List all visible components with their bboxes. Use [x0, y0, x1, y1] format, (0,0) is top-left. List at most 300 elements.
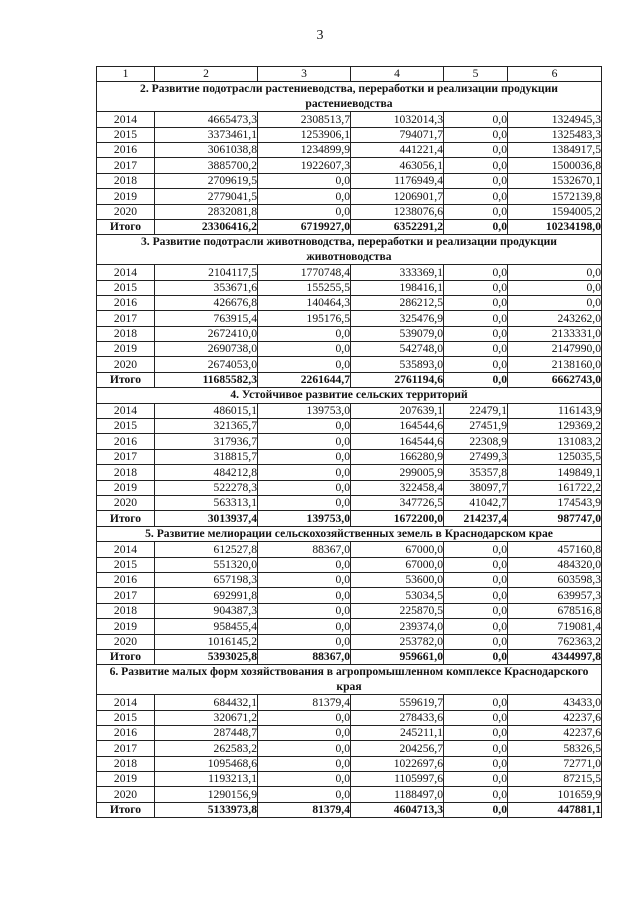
amount-cell: 0,0: [444, 710, 508, 725]
amount-cell: 2104117,5: [155, 265, 258, 280]
total-label: Итого: [97, 649, 155, 664]
amount-cell: 0,0: [258, 557, 351, 572]
amount-cell: 0,0: [444, 342, 508, 357]
amount-cell: 239374,0: [351, 619, 444, 634]
amount-cell: 1324945,3: [508, 112, 602, 127]
amount-cell: 161722,2: [508, 480, 602, 495]
column-number-cell: 2: [155, 67, 258, 82]
year-cell: 2014: [97, 112, 155, 127]
total-label: Итого: [97, 219, 155, 234]
year-cell: 2019: [97, 342, 155, 357]
year-cell: 2016: [97, 142, 155, 157]
amount-cell: 0,0: [444, 127, 508, 142]
amount-cell: 0,0: [258, 725, 351, 740]
amount-cell: 1922607,3: [258, 158, 351, 173]
amount-cell: 2672410,0: [155, 326, 258, 341]
amount-cell: 426676,8: [155, 295, 258, 310]
amount-cell: 0,0: [258, 619, 351, 634]
amount-cell: 0,0: [258, 465, 351, 480]
amount-cell: 0,0: [258, 449, 351, 464]
amount-cell: 1095468,6: [155, 756, 258, 771]
column-number-cell: 1: [97, 67, 155, 82]
year-cell: 2020: [97, 357, 155, 372]
year-cell: 2018: [97, 326, 155, 341]
year-cell: 2017: [97, 158, 155, 173]
amount-cell: 2832081,8: [155, 204, 258, 219]
year-cell: 2016: [97, 434, 155, 449]
amount-cell: 53600,0: [351, 572, 444, 587]
section-title-row: [97, 82, 602, 112]
amount-cell: 1176949,4: [351, 173, 444, 188]
year-row: [97, 189, 602, 204]
year-cell: 2020: [97, 496, 155, 511]
amount-cell: 139753,0: [258, 403, 351, 418]
amount-cell: 612527,8: [155, 542, 258, 557]
total-row: [97, 802, 602, 817]
amount-cell: 441221,4: [351, 142, 444, 157]
amount-cell: 3061038,8: [155, 142, 258, 157]
total-amount-cell: 10234198,0: [508, 219, 602, 234]
amount-cell: 0,0: [508, 295, 602, 310]
year-cell: 2019: [97, 189, 155, 204]
amount-cell: 1770748,4: [258, 265, 351, 280]
amount-cell: 0,0: [444, 295, 508, 310]
amount-cell: 639957,3: [508, 588, 602, 603]
total-amount-cell: 0,0: [444, 649, 508, 664]
year-cell: 2020: [97, 634, 155, 649]
amount-cell: 2709619,5: [155, 173, 258, 188]
amount-cell: 0,0: [258, 419, 351, 434]
total-amount-cell: 11685582,3: [155, 372, 258, 387]
amount-cell: 317936,7: [155, 434, 258, 449]
amount-cell: 0,0: [444, 787, 508, 802]
year-cell: 2016: [97, 725, 155, 740]
total-amount-cell: 0,0: [444, 802, 508, 817]
amount-cell: 321365,7: [155, 419, 258, 434]
year-cell: 2018: [97, 603, 155, 618]
year-row: [97, 756, 602, 771]
year-row: [97, 480, 602, 495]
amount-cell: 204256,7: [351, 741, 444, 756]
year-cell: 2014: [97, 542, 155, 557]
amount-cell: 0,0: [258, 772, 351, 787]
amount-cell: 0,0: [444, 772, 508, 787]
year-row: [97, 158, 602, 173]
amount-cell: 0,0: [444, 265, 508, 280]
amount-cell: 3373461,1: [155, 127, 258, 142]
amount-cell: 559619,7: [351, 695, 444, 710]
amount-cell: 67000,0: [351, 557, 444, 572]
year-row: [97, 326, 602, 341]
year-row: [97, 572, 602, 587]
year-row: [97, 112, 602, 127]
page-number: 3: [316, 28, 324, 43]
amount-cell: 1032014,3: [351, 112, 444, 127]
amount-cell: 333369,1: [351, 265, 444, 280]
year-cell: 2015: [97, 280, 155, 295]
amount-cell: 0,0: [444, 112, 508, 127]
amount-cell: 457160,8: [508, 542, 602, 557]
amount-cell: 1234899,9: [258, 142, 351, 157]
year-row: [97, 311, 602, 326]
total-amount-cell: 0,0: [444, 219, 508, 234]
amount-cell: 42237,6: [508, 710, 602, 725]
budget-table: [96, 66, 602, 818]
amount-cell: 353671,6: [155, 280, 258, 295]
section-title: 3. Развитие подотрасли животноводства, переработки и реализации продукции животноводства: [97, 235, 602, 265]
year-row: [97, 173, 602, 188]
amount-cell: 149849,1: [508, 465, 602, 480]
amount-cell: 286212,5: [351, 295, 444, 310]
year-row: [97, 787, 602, 802]
amount-cell: 0,0: [258, 741, 351, 756]
amount-cell: 43433,0: [508, 695, 602, 710]
amount-cell: 164544,6: [351, 419, 444, 434]
column-number-row: [97, 67, 602, 82]
year-cell: 2014: [97, 695, 155, 710]
year-row: [97, 710, 602, 725]
amount-cell: 0,0: [444, 756, 508, 771]
amount-cell: 22308,9: [444, 434, 508, 449]
column-number-cell: 3: [258, 67, 351, 82]
amount-cell: 1238076,6: [351, 204, 444, 219]
total-row: [97, 511, 602, 526]
year-cell: 2020: [97, 787, 155, 802]
year-row: [97, 419, 602, 434]
amount-cell: 140464,3: [258, 295, 351, 310]
column-number-cell: 6: [508, 67, 602, 82]
amount-cell: 0,0: [258, 572, 351, 587]
amount-cell: 116143,9: [508, 403, 602, 418]
total-amount-cell: 5393025,8: [155, 649, 258, 664]
year-cell: 2018: [97, 173, 155, 188]
column-number-cell: 5: [444, 67, 508, 82]
amount-cell: 0,0: [258, 496, 351, 511]
amount-cell: 2308513,7: [258, 112, 351, 127]
amount-cell: 535893,0: [351, 357, 444, 372]
year-row: [97, 449, 602, 464]
total-label: Итого: [97, 511, 155, 526]
section-title: 5. Развитие мелиорации сельскохозяйственных земель в Краснодарском крае: [97, 526, 602, 541]
year-cell: 2019: [97, 619, 155, 634]
year-row: [97, 142, 602, 157]
amount-cell: 195176,5: [258, 311, 351, 326]
total-amount-cell: 23306416,2: [155, 219, 258, 234]
year-row: [97, 434, 602, 449]
year-row: [97, 342, 602, 357]
amount-cell: 0,0: [444, 542, 508, 557]
amount-cell: 0,0: [444, 158, 508, 173]
amount-cell: 0,0: [444, 695, 508, 710]
amount-cell: 0,0: [258, 173, 351, 188]
amount-cell: 42237,6: [508, 725, 602, 740]
section-title-row: [97, 665, 602, 695]
section-title: 4. Устойчивое развитие сельских территорий: [97, 388, 602, 403]
year-row: [97, 725, 602, 740]
amount-cell: 484320,0: [508, 557, 602, 572]
year-row: [97, 127, 602, 142]
year-row: [97, 403, 602, 418]
amount-cell: 2690738,0: [155, 342, 258, 357]
amount-cell: 318815,7: [155, 449, 258, 464]
total-label: Итого: [97, 372, 155, 387]
year-cell: 2017: [97, 449, 155, 464]
year-row: [97, 465, 602, 480]
amount-cell: 155255,5: [258, 280, 351, 295]
year-row: [97, 295, 602, 310]
amount-cell: 1325483,3: [508, 127, 602, 142]
amount-cell: 484212,8: [155, 465, 258, 480]
amount-cell: 958455,4: [155, 619, 258, 634]
year-cell: 2016: [97, 295, 155, 310]
total-amount-cell: 987747,0: [508, 511, 602, 526]
amount-cell: 38097,7: [444, 480, 508, 495]
amount-cell: 0,0: [444, 311, 508, 326]
amount-cell: 0,0: [258, 189, 351, 204]
amount-cell: 198416,1: [351, 280, 444, 295]
total-amount-cell: 959661,0: [351, 649, 444, 664]
amount-cell: 243262,0: [508, 311, 602, 326]
amount-cell: 0,0: [258, 710, 351, 725]
amount-cell: 278433,6: [351, 710, 444, 725]
amount-cell: 0,0: [444, 603, 508, 618]
year-row: [97, 357, 602, 372]
year-cell: 2014: [97, 403, 155, 418]
amount-cell: 603598,3: [508, 572, 602, 587]
amount-cell: 678516,8: [508, 603, 602, 618]
amount-cell: 325476,9: [351, 311, 444, 326]
amount-cell: 262583,2: [155, 741, 258, 756]
amount-cell: 0,0: [444, 741, 508, 756]
column-number-cell: 4: [351, 67, 444, 82]
year-row: [97, 542, 602, 557]
year-row: [97, 619, 602, 634]
amount-cell: 763915,4: [155, 311, 258, 326]
amount-cell: 27499,3: [444, 449, 508, 464]
year-cell: 2017: [97, 311, 155, 326]
amount-cell: 35357,8: [444, 465, 508, 480]
amount-cell: 563313,1: [155, 496, 258, 511]
amount-cell: 0,0: [444, 189, 508, 204]
amount-cell: 1188497,0: [351, 787, 444, 802]
total-amount-cell: 139753,0: [258, 511, 351, 526]
year-cell: 2015: [97, 710, 155, 725]
amount-cell: 164544,6: [351, 434, 444, 449]
amount-cell: 719081,4: [508, 619, 602, 634]
amount-cell: 1022697,6: [351, 756, 444, 771]
amount-cell: 1206901,7: [351, 189, 444, 204]
amount-cell: 0,0: [444, 357, 508, 372]
amount-cell: 287448,7: [155, 725, 258, 740]
amount-cell: 129369,2: [508, 419, 602, 434]
total-amount-cell: 4604713,3: [351, 802, 444, 817]
amount-cell: 166280,9: [351, 449, 444, 464]
amount-cell: 253782,0: [351, 634, 444, 649]
amount-cell: 320671,2: [155, 710, 258, 725]
amount-cell: 1532670,1: [508, 173, 602, 188]
amount-cell: 4665473,3: [155, 112, 258, 127]
total-amount-cell: 5133973,8: [155, 802, 258, 817]
total-row: [97, 219, 602, 234]
amount-cell: 0,0: [444, 142, 508, 157]
amount-cell: 88367,0: [258, 542, 351, 557]
total-label: Итого: [97, 802, 155, 817]
amount-cell: 0,0: [258, 434, 351, 449]
year-cell: 2016: [97, 572, 155, 587]
amount-cell: 3885700,2: [155, 158, 258, 173]
amount-cell: 0,0: [444, 280, 508, 295]
amount-cell: 1016145,2: [155, 634, 258, 649]
amount-cell: 0,0: [258, 204, 351, 219]
amount-cell: 794071,7: [351, 127, 444, 142]
year-row: [97, 772, 602, 787]
amount-cell: 131083,2: [508, 434, 602, 449]
amount-cell: 125035,5: [508, 449, 602, 464]
amount-cell: 41042,7: [444, 496, 508, 511]
amount-cell: 2147990,0: [508, 342, 602, 357]
amount-cell: 0,0: [258, 634, 351, 649]
amount-cell: 0,0: [444, 725, 508, 740]
amount-cell: 0,0: [258, 603, 351, 618]
total-amount-cell: 2761194,6: [351, 372, 444, 387]
amount-cell: 522278,3: [155, 480, 258, 495]
year-row: [97, 741, 602, 756]
amount-cell: 72771,0: [508, 756, 602, 771]
year-row: [97, 588, 602, 603]
total-amount-cell: 3013937,4: [155, 511, 258, 526]
amount-cell: 22479,1: [444, 403, 508, 418]
amount-cell: 0,0: [444, 588, 508, 603]
amount-cell: 2674053,0: [155, 357, 258, 372]
amount-cell: 0,0: [444, 173, 508, 188]
amount-cell: 1253906,1: [258, 127, 351, 142]
year-cell: 2017: [97, 588, 155, 603]
amount-cell: 0,0: [508, 265, 602, 280]
amount-cell: 2138160,0: [508, 357, 602, 372]
amount-cell: 0,0: [444, 634, 508, 649]
amount-cell: 27451,9: [444, 419, 508, 434]
year-row: [97, 603, 602, 618]
amount-cell: 551320,0: [155, 557, 258, 572]
section-title: 2. Развитие подотрасли растениеводства, переработки и реализации продукции растениеводства: [97, 82, 602, 112]
amount-cell: 1105997,6: [351, 772, 444, 787]
amount-cell: 1500036,8: [508, 158, 602, 173]
section-title-row: [97, 526, 602, 541]
year-cell: 2018: [97, 465, 155, 480]
amount-cell: 101659,9: [508, 787, 602, 802]
amount-cell: 0,0: [444, 557, 508, 572]
amount-cell: 684432,1: [155, 695, 258, 710]
amount-cell: 81379,4: [258, 695, 351, 710]
year-row: [97, 496, 602, 511]
amount-cell: 58326,5: [508, 741, 602, 756]
amount-cell: 0,0: [258, 480, 351, 495]
amount-cell: 2133331,0: [508, 326, 602, 341]
amount-cell: 0,0: [258, 588, 351, 603]
amount-cell: 692991,8: [155, 588, 258, 603]
amount-cell: 1594005,2: [508, 204, 602, 219]
amount-cell: 87215,5: [508, 772, 602, 787]
table-body: [97, 67, 602, 818]
year-cell: 2017: [97, 741, 155, 756]
section-title-row: [97, 235, 602, 265]
amount-cell: 174543,9: [508, 496, 602, 511]
total-amount-cell: 6662743,0: [508, 372, 602, 387]
amount-cell: 53034,5: [351, 588, 444, 603]
total-row: [97, 372, 602, 387]
amount-cell: 463056,1: [351, 158, 444, 173]
amount-cell: 0,0: [444, 619, 508, 634]
total-amount-cell: 4344997,8: [508, 649, 602, 664]
amount-cell: 0,0: [508, 280, 602, 295]
total-amount-cell: 2261644,7: [258, 372, 351, 387]
year-row: [97, 265, 602, 280]
year-cell: 2014: [97, 265, 155, 280]
amount-cell: 322458,4: [351, 480, 444, 495]
total-amount-cell: 6719927,0: [258, 219, 351, 234]
total-amount-cell: 447881,1: [508, 802, 602, 817]
year-row: [97, 204, 602, 219]
amount-cell: 299005,9: [351, 465, 444, 480]
year-row: [97, 634, 602, 649]
amount-cell: 0,0: [444, 572, 508, 587]
section-title: 6. Развитие малых форм хозяйствования в агропромышленном комплексе Краснодарского края: [97, 665, 602, 695]
year-cell: 2015: [97, 557, 155, 572]
amount-cell: 486015,1: [155, 403, 258, 418]
year-cell: 2019: [97, 480, 155, 495]
amount-cell: 0,0: [258, 756, 351, 771]
amount-cell: 207639,1: [351, 403, 444, 418]
year-row: [97, 280, 602, 295]
amount-cell: 657198,3: [155, 572, 258, 587]
amount-cell: 0,0: [258, 326, 351, 341]
amount-cell: 762363,2: [508, 634, 602, 649]
amount-cell: 539079,0: [351, 326, 444, 341]
total-amount-cell: 214237,4: [444, 511, 508, 526]
total-amount-cell: 1672200,0: [351, 511, 444, 526]
total-amount-cell: 6352291,2: [351, 219, 444, 234]
total-amount-cell: 88367,0: [258, 649, 351, 664]
amount-cell: 0,0: [258, 342, 351, 357]
amount-cell: 1572139,8: [508, 189, 602, 204]
section-title-row: [97, 388, 602, 403]
total-amount-cell: 81379,4: [258, 802, 351, 817]
total-row: [97, 649, 602, 664]
amount-cell: 0,0: [258, 357, 351, 372]
amount-cell: 67000,0: [351, 542, 444, 557]
year-row: [97, 557, 602, 572]
year-cell: 2019: [97, 772, 155, 787]
amount-cell: 347726,5: [351, 496, 444, 511]
amount-cell: 2779041,5: [155, 189, 258, 204]
year-cell: 2018: [97, 756, 155, 771]
year-cell: 2015: [97, 419, 155, 434]
amount-cell: 1290156,9: [155, 787, 258, 802]
amount-cell: 1193213,1: [155, 772, 258, 787]
amount-cell: 0,0: [444, 326, 508, 341]
year-cell: 2015: [97, 127, 155, 142]
amount-cell: 904387,3: [155, 603, 258, 618]
amount-cell: 0,0: [258, 787, 351, 802]
year-cell: 2020: [97, 204, 155, 219]
amount-cell: 0,0: [444, 204, 508, 219]
year-row: [97, 695, 602, 710]
amount-cell: 225870,5: [351, 603, 444, 618]
amount-cell: 245211,1: [351, 725, 444, 740]
amount-cell: 542748,0: [351, 342, 444, 357]
total-amount-cell: 0,0: [444, 372, 508, 387]
amount-cell: 1384917,5: [508, 142, 602, 157]
